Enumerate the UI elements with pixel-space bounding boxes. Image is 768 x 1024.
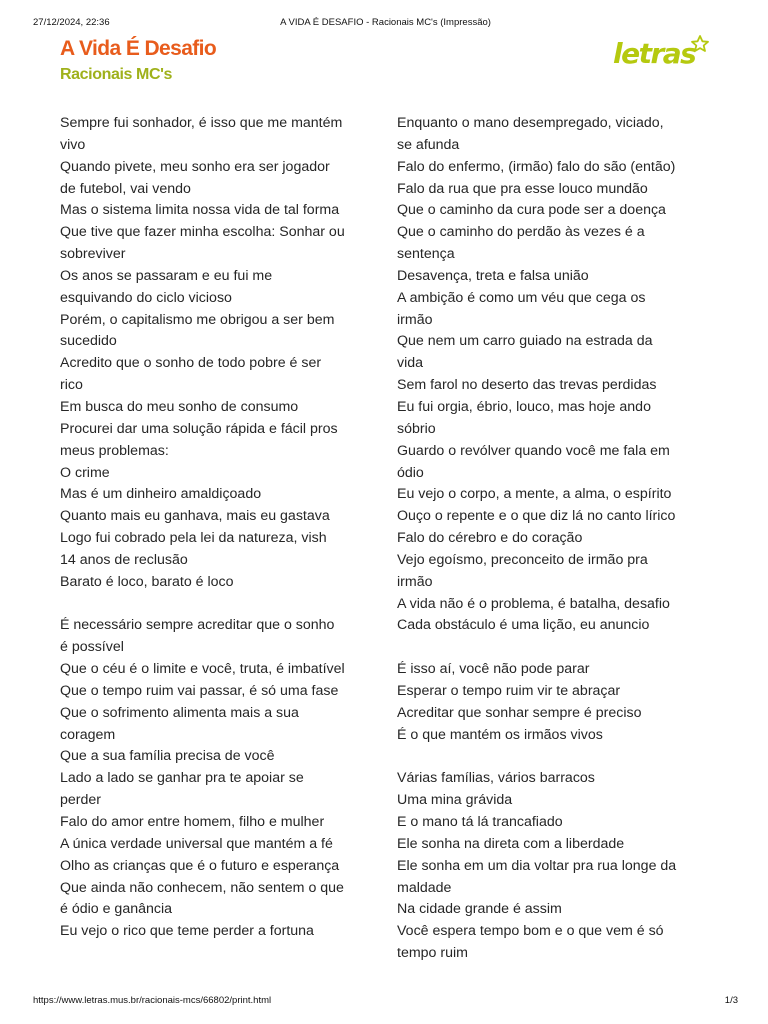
- stanza-break: [397, 637, 712, 659]
- lyric-line: sóbrio: [397, 420, 436, 437]
- lyric-line: Que o caminho do perdão às vezes é a: [397, 224, 645, 241]
- lyric-line: Na cidade grande é assim: [397, 901, 562, 918]
- lyric-line: Enquanto o mano desempregado, viciado,: [397, 115, 664, 131]
- lyric-line: é possível: [60, 639, 124, 656]
- lyric-line: Quando pivete, meu sonho era ser jogador: [60, 158, 330, 175]
- lyric-line: rico: [60, 377, 83, 394]
- lyric-line: Olho as crianças que é o futuro e esperança: [60, 857, 340, 874]
- lyric-line: Que nem um carro guiado na estrada da: [397, 333, 653, 350]
- print-url[interactable]: https://www.letras.mus.br/racionais-mcs/66802/print.html: [33, 995, 272, 1006]
- lyrics-column-right: [397, 113, 712, 965]
- lyric-line: A ambição é como um véu que cega os: [397, 289, 646, 306]
- lyric-line: esquivando do ciclo vicioso: [60, 289, 232, 306]
- lyric-line: É o que mantém os irmãos vivos: [397, 726, 603, 743]
- lyric-line: ódio: [397, 464, 424, 481]
- lyric-line: Procurei dar uma solução rápida e fácil pros: [60, 420, 338, 437]
- lyric-line: É isso aí, você não pode parar: [397, 661, 590, 678]
- lyric-line: Acreditar que sonhar sempre é preciso: [397, 704, 642, 721]
- lyric-line: O crime: [60, 464, 110, 481]
- lyric-line: Mas o sistema limita nossa vida de tal forma: [60, 202, 340, 219]
- lyric-line: Acredito que o sonho de todo pobre é ser: [60, 355, 322, 372]
- lyric-line: Eu vejo o corpo, a mente, a alma, o espírito: [397, 486, 672, 503]
- lyric-line: Falo do amor entre homem, filho e mulher: [60, 814, 325, 830]
- lyric-line: Lado a lado se ganhar pra te apoiar se: [60, 770, 304, 787]
- lyric-line: Várias famílias, vários barracos: [397, 770, 595, 787]
- lyric-line: Desavença, treta e falsa união: [397, 267, 589, 284]
- lyric-line: Cada obstáculo é uma lição, eu anuncio: [397, 617, 650, 634]
- lyric-line: sucedido: [60, 333, 117, 350]
- lyric-line: vivo: [60, 136, 86, 153]
- lyric-line: Mas é um dinheiro amaldiçoado: [60, 486, 262, 503]
- lyric-line: Falo do cérebro e do coração: [397, 530, 583, 547]
- lyric-line: Guardo o revólver quando você me fala em: [397, 442, 670, 459]
- lyric-line: maldade: [397, 879, 452, 896]
- lyric-line: Ele sonha na direta com a liberdade: [397, 835, 625, 852]
- lyric-line: irmão: [397, 573, 433, 590]
- lyric-line: Que a sua família precisa de você: [60, 748, 275, 765]
- print-footer: [33, 995, 738, 1006]
- lyric-line: Em busca do meu sonho de consumo: [60, 398, 299, 415]
- lyric-line: Eu vejo o rico que teme perder a fortuna: [60, 923, 314, 940]
- lyric-line: E o mano tá lá trancafiado: [397, 814, 563, 830]
- lyric-line: se afunda: [397, 136, 460, 153]
- print-page-title: A VIDA É DESAFIO - Racionais MC's (Impressão): [280, 17, 491, 28]
- lyric-line: Esperar o tempo ruim vir te abraçar: [397, 682, 621, 699]
- lyric-line: Porém, o capitalismo me obrigou a ser bem: [60, 311, 335, 328]
- lyric-line: meus problemas:: [60, 442, 169, 459]
- lyric-line: Ele sonha em um dia voltar pra rua longe da: [397, 857, 677, 874]
- lyric-line: coragem: [60, 726, 116, 743]
- print-header: [33, 17, 738, 28]
- lyric-line: Falo do enfermo, (irmão) falo do são (então): [397, 158, 676, 175]
- lyric-line: Os anos se passaram e eu fui me: [60, 267, 273, 284]
- lyric-line: é ódio e ganância: [60, 901, 173, 918]
- lyric-line: Quanto mais eu ganhava, mais eu gastava: [60, 508, 330, 525]
- logo-wordmark: letras: [613, 37, 696, 70]
- lyric-line: Sempre fui sonhador, é isso que me mantém: [60, 115, 343, 131]
- lyrics-column-left: [60, 113, 378, 943]
- lyric-line: Você espera tempo bom e o que vem é só: [397, 923, 664, 940]
- lyric-line: Que ainda não conhecem, não sentem o que: [60, 879, 344, 896]
- lyric-line: sobreviver: [60, 246, 126, 263]
- lyric-line: Ouço o repente e o que diz lá no canto lírico: [397, 508, 676, 525]
- lyric-line: irmão: [397, 311, 433, 328]
- lyric-line: Falo da rua que pra esse louco mundão: [397, 180, 648, 197]
- lyric-line: Eu fui orgia, ébrio, louco, mas hoje ando: [397, 398, 651, 415]
- lyric-line: A vida não é o problema, é batalha, desafio: [397, 595, 670, 612]
- lyric-line: Que o tempo ruim vai passar, é só uma fase: [60, 682, 339, 699]
- lyric-line: Logo fui cobrado pela lei da natureza, vish: [60, 530, 327, 547]
- lyric-line: de futebol, vai vendo: [60, 180, 191, 197]
- page-number: 1/3: [724, 995, 738, 1006]
- song-title: A Vida É Desafio: [60, 37, 217, 60]
- lyric-line: Que o céu é o limite e você, truta, é imbatível: [60, 661, 345, 678]
- lyric-line: 14 anos de reclusão: [60, 551, 188, 568]
- lyric-line: Que tive que fazer minha escolha: Sonhar ou: [60, 224, 345, 241]
- lyric-line: É necessário sempre acreditar que o sonho: [60, 617, 335, 634]
- lyric-line: A única verdade universal que mantém a fé: [60, 835, 333, 852]
- lyric-line: Vejo egoísmo, preconceito de irmão pra: [397, 551, 648, 568]
- letras-logo[interactable]: [612, 30, 710, 74]
- stanza-break: [60, 594, 378, 616]
- artist-name[interactable]: Racionais MC's: [60, 66, 173, 83]
- lyric-line: Barato é loco, barato é loco: [60, 573, 234, 590]
- lyric-line: Uma mina grávida: [397, 792, 513, 809]
- lyric-line: Que o caminho da cura pode ser a doença: [397, 202, 666, 219]
- lyric-line: tempo ruim: [397, 945, 468, 962]
- lyric-line: vida: [397, 355, 424, 372]
- lyric-line: Que o sofrimento alimenta mais a sua: [60, 704, 299, 721]
- lyric-line: sentença: [397, 246, 455, 263]
- lyric-line: Sem farol no deserto das trevas perdidas: [397, 377, 657, 394]
- print-datetime: 27/12/2024, 22:36: [33, 17, 110, 28]
- stanza-break: [397, 746, 712, 768]
- lyric-line: perder: [60, 792, 102, 809]
